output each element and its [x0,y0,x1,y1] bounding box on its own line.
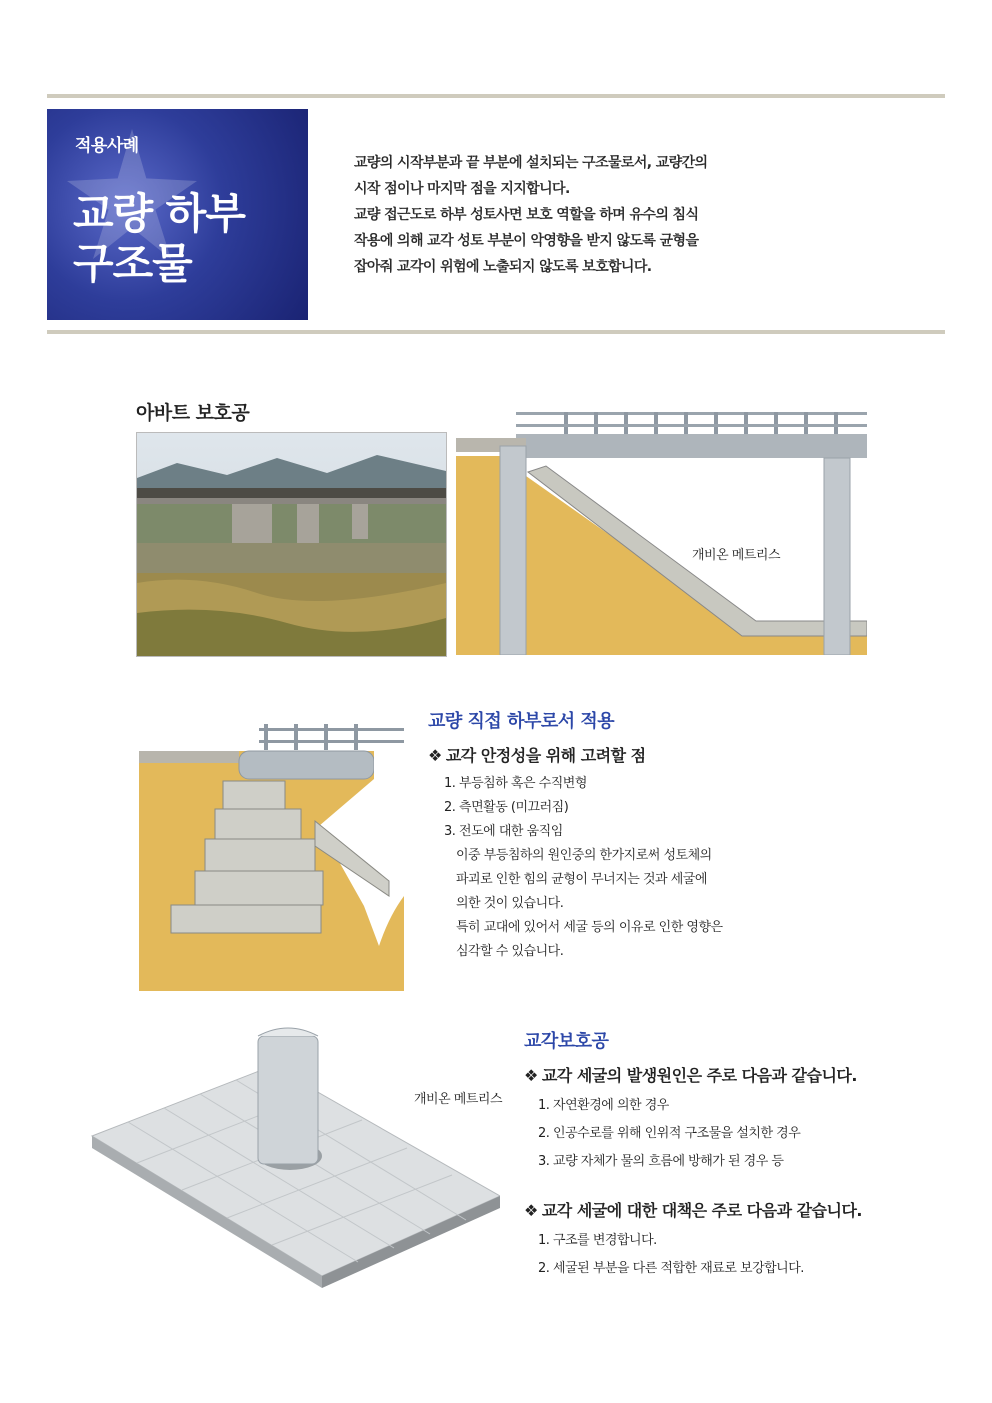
list-item: 2. 인공수로를 위해 인위적 구조물을 설치한 경우 [538,1126,801,1141]
bottom-rule [47,330,945,334]
gabion-mattress-callout-2: 개비온 메트리스 [412,1088,504,1107]
diamond-bullet-icon: ❖ [524,1201,538,1220]
section3-sub2 [524,1198,924,1221]
intro-line: 교량의 시작부분과 끝 부분에 설치되는 구조물로서, 교량간의 [354,155,708,171]
intro-line: 시작 점이나 마지막 점을 지지합니다. [354,181,570,197]
section3-sub2-text: 교각 세굴에 대한 대책은 주로 다음과 같습니다. [541,1201,863,1220]
intro-text [354,150,784,280]
section3-list1 [524,1092,924,1176]
section-label-abutment: 아바트 보호공 [136,402,250,424]
list-item: 3. 교량 자체가 물의 흐름에 방해가 된 경우 등 [538,1154,784,1169]
list-item: 2. 측면활동 (미끄러짐) [444,800,569,815]
diamond-bullet-icon: ❖ [524,1066,538,1085]
intro-line: 작용에 의해 교각 성토 부분이 악영향을 받지 않도록 균형을 [354,233,699,249]
top-rule [47,94,945,98]
diamond-bullet-icon: ❖ [428,746,442,765]
abutment-step-gabion-diagram [139,706,404,991]
banner-title-line2: 구조물 [73,239,192,288]
body-line: 특히 교대에 있어서 세굴 등의 이유로 인한 영향은 [456,920,723,935]
body-line: 파괴로 인한 힘의 균형이 무너지는 것과 세굴에 [456,872,707,887]
list-item: 2. 세굴된 부분을 다른 적합한 재료로 보강합니다. [538,1261,804,1276]
section-bridge-substructure [428,707,788,964]
gabion-mattress-callout-1: 개비온 메트리스 [690,544,782,563]
section2-list [428,772,788,964]
intro-line: 교량 접근도로 하부 성토사면 보호 역할을 하며 유수의 침식 [354,207,699,223]
section2-heading: 교량 직접 하부로서 적용 [428,711,615,732]
section2-subheading-text: 교각 안정성을 위해 고려할 점 [445,746,646,765]
abutment-protection-diagram [456,406,867,655]
section3-heading: 교각보호공 [524,1031,609,1052]
banner-kicker: 적용사례 [75,136,139,156]
section3-sub1 [524,1063,924,1086]
pier-protection-diagram [82,1026,500,1290]
list-item: 1. 부등침하 혹은 수직변형 [444,776,587,791]
section2-subheading [428,743,788,766]
section3-sub1-text: 교각 세굴의 발생원인은 주로 다음과 같습니다. [541,1066,857,1085]
intro-line: 잡아줘 교각이 위험에 노출되지 않도록 보호합니다. [354,259,652,275]
bridge-photo [136,432,447,657]
list-item: 1. 구조를 변경합니다. [538,1233,657,1248]
section3-list2 [524,1227,924,1283]
list-item: 3. 전도에 대한 움직임 [444,824,563,839]
body-line: 심각할 수 있습니다. [456,944,564,959]
body-line: 이중 부등침하의 원인중의 한가지로써 성토체의 [456,848,712,863]
banner-title [73,189,245,289]
section-pier-protection [524,1027,924,1283]
title-banner [47,109,308,320]
banner-title-line1: 교량 하부 [73,189,245,238]
list-item: 1. 자연환경에 의한 경우 [538,1098,669,1113]
body-line: 의한 것이 있습니다. [456,896,564,911]
